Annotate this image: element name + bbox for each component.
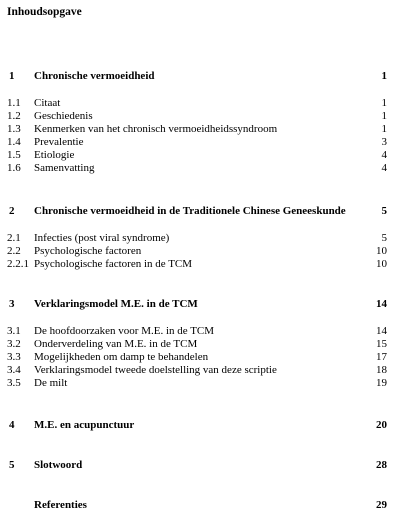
toc-title: M.E. en acupunctuur xyxy=(34,419,135,431)
toc-section[interactable] xyxy=(0,244,400,258)
toc-page: 1 xyxy=(381,70,387,82)
toc-number: 2.2.1 xyxy=(7,258,29,270)
page-title: Inhoudsopgave xyxy=(7,6,82,18)
toc-number: 1.1 xyxy=(7,97,21,109)
toc-section[interactable] xyxy=(0,231,400,245)
toc-title: Psychologische factoren in de TCM xyxy=(34,258,193,270)
toc-number: 3.3 xyxy=(7,351,21,363)
toc-title: De milt xyxy=(34,377,68,389)
toc-chapter[interactable] xyxy=(0,458,400,472)
toc-page: 19 xyxy=(376,377,387,389)
toc-title: Slotwoord xyxy=(34,459,83,471)
toc-number: 1.6 xyxy=(7,162,21,174)
toc-title: De hoofdoorzaken voor M.E. in de TCM xyxy=(34,325,215,337)
toc-title: Onderverdeling van M.E. in de TCM xyxy=(34,338,198,350)
toc-title: Mogelijkheden om damp te behandelen xyxy=(34,351,209,363)
toc-page: 10 xyxy=(376,245,387,257)
toc-page: 5 xyxy=(381,205,387,217)
toc-number: 3.4 xyxy=(7,364,21,376)
toc-page: 4 xyxy=(381,162,387,174)
toc-section[interactable] xyxy=(0,324,400,338)
toc-section[interactable] xyxy=(0,337,400,351)
toc-section[interactable] xyxy=(0,257,400,271)
toc-page: 4 xyxy=(381,149,387,161)
toc-section[interactable] xyxy=(0,376,400,390)
toc-page: 14 xyxy=(376,325,387,337)
toc-title: Verklaringsmodel tweede doelstelling van deze scriptie xyxy=(34,364,277,376)
toc-chapter[interactable] xyxy=(0,69,400,83)
toc-title: Chronische vermoeidheid xyxy=(34,70,155,82)
toc-title: Verklaringsmodel M.E. in de TCM xyxy=(34,298,198,310)
toc-page: 20 xyxy=(376,419,387,431)
toc-number: 1.4 xyxy=(7,136,21,148)
toc-title: Prevalentie xyxy=(34,136,84,148)
toc-section[interactable] xyxy=(0,350,400,364)
toc-title: Infecties (post viral syndrome) xyxy=(34,232,170,244)
toc-section[interactable] xyxy=(0,135,400,149)
toc-number: 2.2 xyxy=(7,245,21,257)
toc-number: 1.2 xyxy=(7,110,21,122)
toc-section[interactable] xyxy=(0,161,400,175)
toc-section[interactable] xyxy=(0,148,400,162)
toc-title: Referenties xyxy=(34,499,87,511)
toc-page: 1 xyxy=(381,123,387,135)
toc-number: 3.5 xyxy=(7,377,21,389)
toc-number: 1.3 xyxy=(7,123,21,135)
toc-section[interactable] xyxy=(0,109,400,123)
toc-number: 3.1 xyxy=(7,325,21,337)
toc-chapter[interactable] xyxy=(0,498,400,512)
toc-page: 28 xyxy=(376,459,387,471)
toc-page: 14 xyxy=(376,298,387,310)
toc-section[interactable] xyxy=(0,122,400,136)
toc-title: Samenvatting xyxy=(34,162,95,174)
toc-page: 10 xyxy=(376,258,387,270)
toc-title: Chronische vermoeidheid in de Traditionele Chinese Geneeskunde xyxy=(34,205,346,217)
toc-number: 2 xyxy=(9,205,15,217)
toc-section[interactable] xyxy=(0,96,400,110)
toc-page: 1 xyxy=(381,110,387,122)
toc-page: 5 xyxy=(381,232,387,244)
toc-chapter[interactable] xyxy=(0,297,400,311)
toc-page: 1 xyxy=(381,97,387,109)
toc-page: 18 xyxy=(376,364,387,376)
toc-number: 1.5 xyxy=(7,149,21,161)
toc-title: Citaat xyxy=(34,97,61,109)
toc-chapter[interactable] xyxy=(0,204,400,218)
toc-page: 17 xyxy=(376,351,387,363)
toc-chapter[interactable] xyxy=(0,418,400,432)
toc-number: 2.1 xyxy=(7,232,21,244)
toc-title: Psychologische factoren xyxy=(34,245,142,257)
toc-number: 4 xyxy=(9,419,15,431)
toc-title: Geschiedenis xyxy=(34,110,93,122)
toc-section[interactable] xyxy=(0,363,400,377)
toc-number: 5 xyxy=(9,459,15,471)
toc-page: 3 xyxy=(381,136,387,148)
toc-page: 29 xyxy=(376,499,387,511)
toc-number: 1 xyxy=(9,70,15,82)
toc-title: Kenmerken van het chronisch vermoeidheidssyndroom xyxy=(34,123,278,135)
toc-number: 3.2 xyxy=(7,338,21,350)
toc-number: 3 xyxy=(9,298,15,310)
toc-page: 15 xyxy=(376,338,387,350)
toc-title: Etiologie xyxy=(34,149,75,161)
